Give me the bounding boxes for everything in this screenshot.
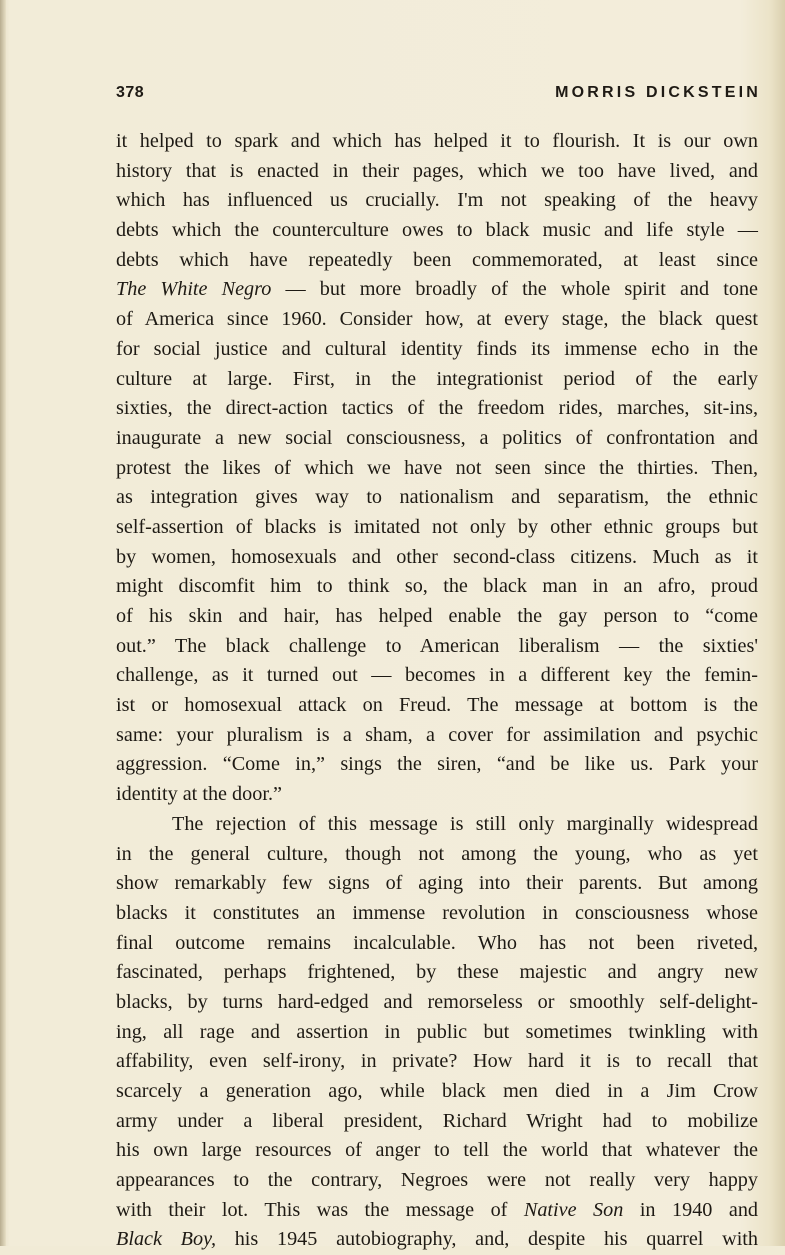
text-segment: of his skin and hair, has helped enable the gay person to “come <box>116 605 758 627</box>
text-segment: as integration gives way to nationalism and separatism, the ethnic <box>116 486 758 509</box>
italic-title: Native Son <box>523 1198 624 1221</box>
text-segment: his 1945 autobiography, and, despite his quarrel with <box>216 1228 759 1251</box>
text-line <box>116 1107 758 1137</box>
text-segment: inaugurate a new social consciousness, a politics of confrontation and <box>116 426 758 449</box>
text-line <box>116 513 758 543</box>
text-segment: his own large resources of anger to tell the world that whatever the <box>116 1139 758 1162</box>
text-line <box>116 216 758 246</box>
page-number: 378 <box>116 84 145 101</box>
text-line <box>116 394 758 424</box>
text-line <box>116 127 758 157</box>
text-line <box>116 988 758 1018</box>
text-line <box>116 454 758 484</box>
text-segment: out.” The black challenge to American liberalism — the sixties' <box>116 634 758 657</box>
text-segment: army under a liberal president, Richard Wright had to mobilize <box>116 1109 758 1132</box>
text-segment: of America since 1960. Consider how, at every stage, the black quest <box>116 308 758 331</box>
italic-title: The White Negro <box>116 278 272 301</box>
italic-title: Black Boy, <box>116 1228 216 1251</box>
text-line <box>116 1196 758 1226</box>
text-segment: in 1940 and <box>623 1198 759 1221</box>
text-segment: final outcome remains incalculable. Who has not been riveted, <box>116 931 758 954</box>
text-line <box>116 1077 758 1107</box>
text-line <box>116 1136 758 1166</box>
text-segment: it helped to spark and which has helped it to flourish. It is our own <box>116 130 758 152</box>
text-segment: identity at the door.” <box>116 783 282 806</box>
text-line <box>116 1047 758 1077</box>
text-segment: — but more broadly of the whole spirit and tone <box>271 278 758 301</box>
text-line <box>116 840 758 870</box>
text-line <box>116 661 758 691</box>
text-line <box>116 780 758 810</box>
text-line <box>116 1225 758 1255</box>
text-segment: in the general culture, though not among the young, who as yet <box>116 842 758 865</box>
text-line <box>116 929 758 959</box>
text-line <box>116 810 758 840</box>
text-line <box>116 275 758 305</box>
text-segment: aggression. “Come in,” sings the siren, “and be like us. Park your <box>116 753 758 776</box>
text-segment: culture at large. First, in the integrationist period of the early <box>116 367 758 390</box>
text-segment: with their lot. This was the message of <box>116 1198 524 1221</box>
text-line <box>116 572 758 602</box>
text-segment: same: your pluralism is a sham, a cover for assimilation and psychic <box>116 723 758 746</box>
text-line <box>116 958 758 988</box>
text-line <box>116 157 758 187</box>
running-head: MORRIS DICKSTEIN <box>555 84 761 101</box>
text-segment: scarcely a generation ago, while black men died in a Jim Crow <box>116 1080 758 1102</box>
text-segment: blacks, by turns hard-edged and remorseless or smoothly self-delight- <box>116 990 758 1013</box>
text-segment: debts which the counterculture owes to black music and life style — <box>116 219 758 242</box>
text-line <box>116 543 758 573</box>
text-segment: debts which have repeatedly been commemorated, at least since <box>116 248 758 271</box>
text-segment: The rejection of this message is still only marginally widespread <box>172 812 758 835</box>
page-gutter <box>0 0 6 1246</box>
text-segment: ing, all rage and assertion in public but sometimes twinkling with <box>116 1020 758 1043</box>
text-line <box>116 899 758 929</box>
text-segment: ist or homosexual attack on Freud. The message at bottom is the <box>116 694 758 717</box>
body-text <box>116 127 758 1255</box>
text-segment: which has influenced us crucially. I'm not speaking of the heavy <box>116 189 758 212</box>
text-segment: blacks it constitutes an immense revolution in consciousness whose <box>116 901 758 924</box>
text-segment: sixties, the direct-action tactics of the freedom rides, marches, sit-ins, <box>116 397 758 420</box>
text-line <box>116 335 758 365</box>
text-line <box>116 424 758 454</box>
text-segment: by women, homosexuals and other second-class citizens. Much as it <box>116 545 758 568</box>
text-line <box>116 1166 758 1196</box>
text-line <box>116 750 758 780</box>
text-segment: might discomfit him to think so, the black man in an afro, proud <box>116 575 758 598</box>
text-line <box>116 186 758 216</box>
text-segment: fascinated, perhaps frightened, by these majestic and angry new <box>116 961 758 984</box>
text-line <box>116 632 758 662</box>
text-line <box>116 721 758 751</box>
text-line <box>116 483 758 513</box>
text-segment: appearances to the contrary, Negroes were not really very happy <box>116 1169 758 1192</box>
text-segment: history that is enacted in their pages, which we too have lived, and <box>116 159 758 182</box>
text-line <box>116 691 758 721</box>
page-header <box>116 84 761 114</box>
text-line <box>116 365 758 395</box>
text-line <box>116 602 758 632</box>
text-segment: affability, even self-irony, in private? How hard it is to recall that <box>116 1050 758 1073</box>
text-segment: show remarkably few signs of aging into their parents. But among <box>116 872 758 895</box>
text-line <box>116 869 758 899</box>
text-segment: self-assertion of blacks is imitated not only by other ethnic groups but <box>116 515 758 538</box>
text-line <box>116 305 758 335</box>
text-segment: for social justice and cultural identity finds its immense echo in the <box>116 337 758 360</box>
text-line <box>116 246 758 276</box>
text-segment: challenge, as it turned out — becomes in a different key the femin- <box>116 664 758 687</box>
text-line <box>116 1018 758 1048</box>
text-segment: protest the likes of which we have not seen since the thirties. Then, <box>116 456 758 479</box>
